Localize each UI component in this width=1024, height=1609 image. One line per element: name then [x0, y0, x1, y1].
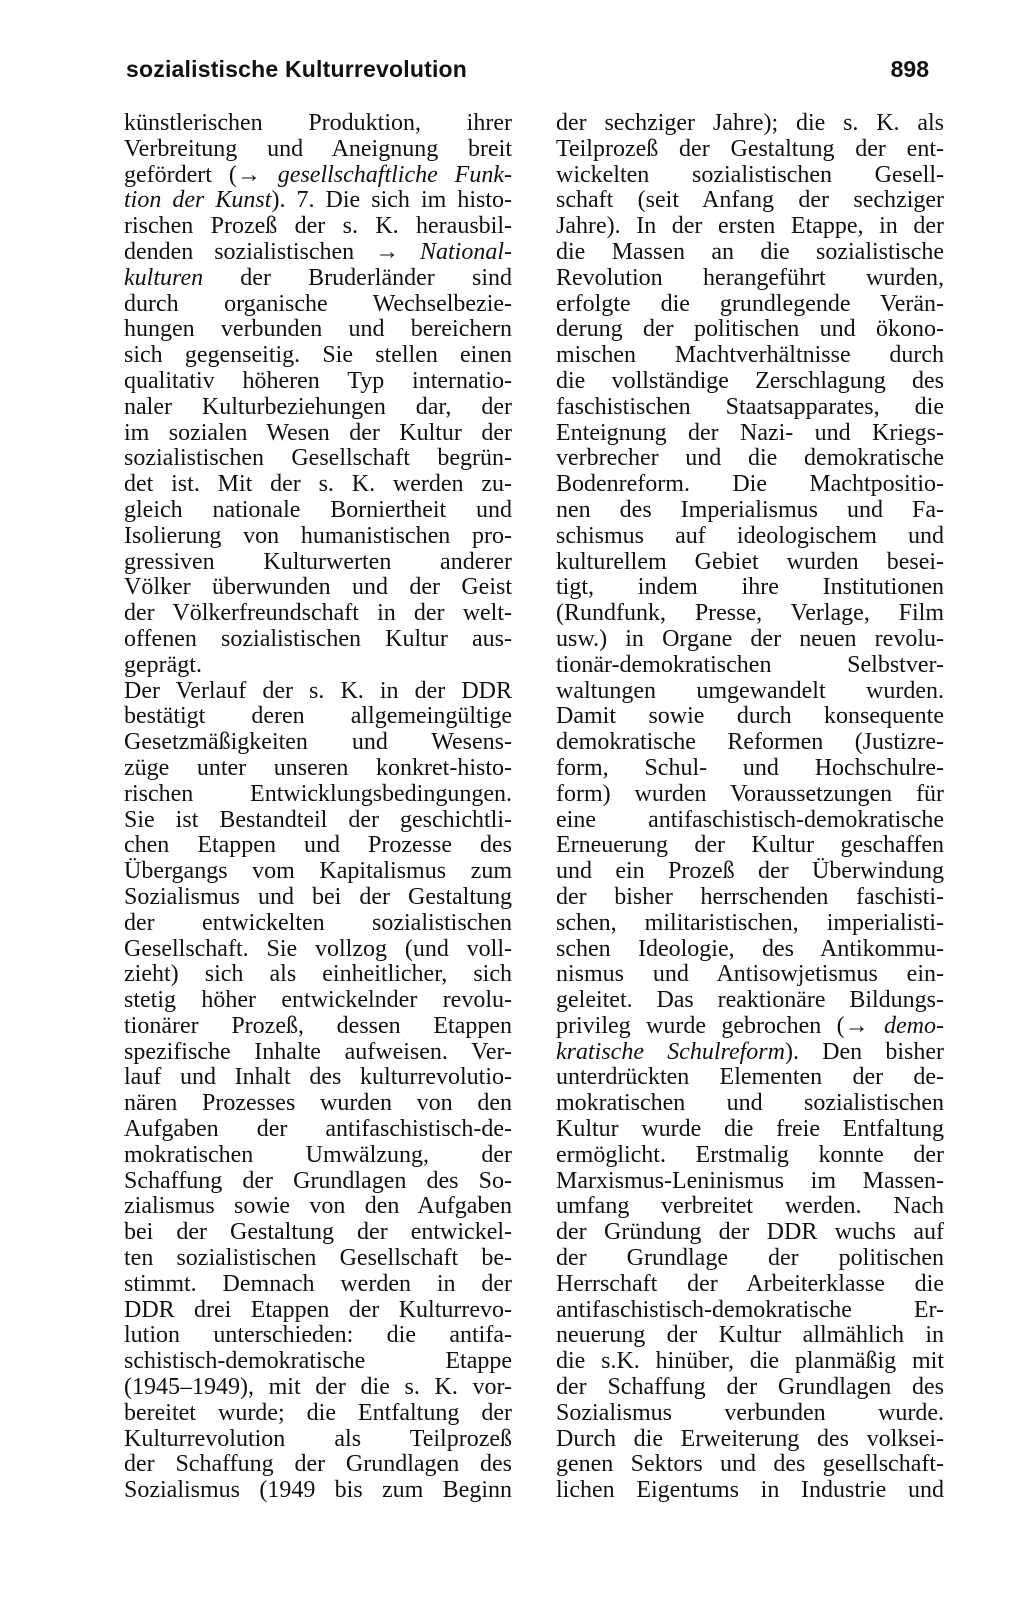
text-line [556, 421, 944, 447]
text-line [124, 188, 512, 214]
text-line [556, 756, 944, 782]
line-text: die vollständige Zerschlagung des [556, 367, 944, 394]
text-line [556, 730, 944, 756]
line-text: Isolierung von humanistischen pro- [124, 522, 512, 549]
text-line [556, 1040, 944, 1066]
line-text: derung der politischen und ökono- [556, 316, 944, 343]
text-line [124, 627, 512, 653]
text-line [124, 214, 512, 240]
line-text: erfolgte die grundlegende Verän- [556, 290, 944, 317]
text-line [556, 317, 944, 343]
cross-reference-link: kulturen [124, 264, 204, 291]
line-text: Kultur wurde die freie Entfaltung [556, 1116, 944, 1143]
line-text: bei der Gestaltung der entwickel- [124, 1219, 512, 1246]
line-text: sich gegenseitig. Sie stellen einen [124, 342, 512, 369]
text-line [556, 962, 944, 988]
cross-reference-link: kratische Schulreform [556, 1038, 785, 1065]
line-text: stimmt. Demnach werden in der [124, 1270, 512, 1297]
line-text: ermöglicht. Erstmalig konnte der [556, 1141, 944, 1168]
text-line [124, 421, 512, 447]
text-line [124, 1014, 512, 1040]
line-text: Teilprozeß der Gestaltung der ent- [556, 135, 944, 162]
text-line [556, 1246, 944, 1272]
text-line [124, 911, 512, 937]
line-text: ten sozialistischen Gesellschaft be- [124, 1245, 512, 1272]
text-line [124, 343, 512, 369]
text-line [124, 446, 512, 472]
text-line [124, 498, 512, 524]
text-line [556, 292, 944, 318]
page-number: 898 [890, 56, 929, 82]
line-text: (Rundfunk, Presse, Verlage, Film [556, 600, 944, 627]
line-text: det ist. Mit der s. K. werden zu- [124, 471, 512, 498]
text-line [556, 885, 944, 911]
line-text: eine antifaschistisch-demokratische [556, 806, 944, 833]
text-line [556, 833, 944, 859]
text-line [556, 1143, 944, 1169]
line-text: qualitativ höheren Typ internatio- [124, 367, 512, 394]
text-line [124, 240, 512, 266]
line-text: stetig höher entwickelnder revolu- [124, 987, 512, 1014]
line-text: umfang verbreitet werden. Nach [556, 1193, 944, 1220]
text-line [124, 1452, 512, 1478]
text-line [556, 498, 944, 524]
line-text: der Gründung der DDR wuchs auf [556, 1219, 944, 1246]
text-line [556, 808, 944, 834]
left-text-column [124, 111, 512, 1504]
text-line [124, 395, 512, 421]
line-text: geprägt. [124, 651, 202, 678]
line-text: privileg wurde gebrochen (→ [556, 1012, 885, 1039]
line-text: bereitet wurde; die Entfaltung der [124, 1399, 512, 1426]
text-line [556, 1220, 944, 1246]
line-text: hungen verbunden und bereichern [124, 316, 512, 343]
line-text: zialismus sowie von den Aufgaben [124, 1193, 512, 1220]
text-line [556, 1349, 944, 1375]
line-text: kulturellem Gebiet wurden besei- [556, 548, 944, 575]
line-text: künstlerischen Produktion, ihrer [124, 110, 512, 136]
line-text: Sozialismus (1949 bis zum Beginn [124, 1477, 512, 1504]
text-line [556, 188, 944, 214]
text-line [556, 653, 944, 679]
line-text: der Grundlage der politischen [556, 1245, 944, 1272]
text-line [124, 937, 512, 963]
text-line [124, 1323, 512, 1349]
text-line [556, 1117, 944, 1143]
right-text-column [556, 111, 944, 1504]
text-line [556, 575, 944, 601]
line-text: zieht) sich als einheitlicher, sich [124, 961, 512, 988]
text-line [124, 292, 512, 318]
line-text: Völker überwunden und der Geist [124, 574, 512, 601]
text-line [124, 1169, 512, 1195]
text-line [556, 137, 944, 163]
line-text: geleitet. Das reaktionäre Bildungs- [556, 987, 944, 1014]
line-text: ). Den bisher [784, 1038, 944, 1065]
text-line [556, 937, 944, 963]
line-text: schaft (seit Anfang der sechziger [556, 187, 944, 214]
text-line [124, 1065, 512, 1091]
text-line [124, 575, 512, 601]
text-line [124, 317, 512, 343]
line-text: Sozialismus und bei der Gestaltung [124, 883, 512, 910]
line-text: schen Ideologie, des Antikommu- [556, 935, 944, 962]
text-line [556, 1014, 944, 1040]
line-text: Enteignung der Nazi- und Kriegs- [556, 419, 944, 446]
text-line [556, 240, 944, 266]
line-text: wickelten sozialistischen Gesell- [556, 161, 944, 188]
text-line [124, 1040, 512, 1066]
text-line [556, 369, 944, 395]
line-text: nen des Imperialismus und Fa- [556, 496, 944, 523]
line-text: Gesellschaft. Sie vollzog (und voll- [124, 935, 512, 962]
text-line [124, 1272, 512, 1298]
line-text: tionärer Prozeß, dessen Etappen [124, 1012, 512, 1039]
line-text: waltungen umgewandelt wurden. [556, 677, 944, 704]
line-text: Kulturrevolution als Teilprozeß [124, 1425, 512, 1452]
text-line [124, 833, 512, 859]
line-text: Aufgaben der antifaschistisch-de- [124, 1116, 512, 1143]
text-line [556, 1478, 944, 1504]
line-text: rischen Entwicklungsbedingungen. [124, 780, 512, 807]
text-line [124, 369, 512, 395]
text-line [556, 524, 944, 550]
text-line [124, 1246, 512, 1272]
text-line [556, 704, 944, 730]
text-line [556, 1169, 944, 1195]
text-line [124, 756, 512, 782]
line-text: Schaffung der Grundlagen des So- [124, 1167, 512, 1194]
text-line [124, 1349, 512, 1375]
line-text: Revolution herangeführt wurden, [556, 264, 944, 291]
line-text: chen Etappen und Prozesse des [124, 832, 512, 859]
text-line [124, 1427, 512, 1453]
text-line [124, 550, 512, 576]
line-text: schen, militaristischen, imperialisti- [556, 909, 944, 936]
text-line [556, 627, 944, 653]
line-text: nären Prozesses wurden von den [124, 1090, 512, 1117]
cross-reference-link: tion der Kunst [124, 187, 272, 214]
text-line [124, 704, 512, 730]
line-text: tigt, indem ihre Institutionen [556, 574, 944, 601]
text-line [124, 808, 512, 834]
line-text: genen Sektors und des gesellschaft- [556, 1451, 944, 1478]
text-line [556, 163, 944, 189]
line-text: der sechziger Jahre); die s. K. als [556, 110, 944, 136]
text-line [124, 1298, 512, 1324]
text-line [124, 885, 512, 911]
text-line [124, 472, 512, 498]
text-line [556, 679, 944, 705]
line-text: unterdrückten Elementen der de- [556, 1064, 944, 1091]
text-line [556, 214, 944, 240]
text-line [124, 1194, 512, 1220]
line-text: Erneuerung der Kultur geschaffen [556, 832, 944, 859]
line-text: durch organische Wechselbezie- [124, 290, 512, 317]
text-line [124, 730, 512, 756]
line-text: Übergangs vom Kapitalismus zum [124, 858, 512, 885]
line-text: die Massen an die sozialistische [556, 238, 944, 265]
text-line [556, 782, 944, 808]
line-text: schistisch-demokratische Etappe [124, 1348, 512, 1375]
line-text: der entwickelten sozialistischen [124, 909, 512, 936]
line-text: Jahre). In der ersten Etappe, in der [556, 213, 944, 240]
line-text: lauf und Inhalt des kulturrevolutio- [124, 1064, 512, 1091]
line-text: usw.) in Organe der neuen revolu- [556, 625, 944, 652]
line-text: DDR drei Etappen der Kulturrevo- [124, 1296, 512, 1323]
line-text: Gesetzmäßigkeiten und Wesens- [124, 729, 512, 756]
line-text: gleich nationale Borniertheit und [124, 496, 512, 523]
text-line [556, 1323, 944, 1349]
line-text: offenen sozialistischen Kultur aus- [124, 625, 512, 652]
text-line [556, 343, 944, 369]
text-line [556, 266, 944, 292]
line-text: lichen Eigentums in Industrie und [556, 1477, 944, 1504]
line-text: lution unterschieden: die antifa- [124, 1322, 512, 1349]
cross-reference-link: demo- [884, 1012, 944, 1039]
text-line [124, 524, 512, 550]
text-line [124, 653, 512, 679]
text-line [556, 1375, 944, 1401]
text-line [556, 1065, 944, 1091]
line-text: schismus auf ideologischem und [556, 522, 944, 549]
line-text: der bisher herrschenden faschisti- [556, 883, 944, 910]
text-line [556, 1298, 944, 1324]
text-line [124, 137, 512, 163]
text-line [124, 1401, 512, 1427]
line-text: sozialistischen Gesellschaft begrün- [124, 445, 512, 472]
text-line [556, 988, 944, 1014]
line-text: nismus und Antisowjetismus ein- [556, 961, 944, 988]
line-text: gressiven Kulturwerten anderer [124, 548, 512, 575]
line-text: rischen Prozeß der s. K. herausbil- [124, 213, 512, 240]
line-text: der Völkerfreundschaft in der welt- [124, 600, 512, 627]
text-line [124, 1478, 512, 1504]
text-line [124, 111, 512, 137]
text-line [124, 988, 512, 1014]
text-line [556, 601, 944, 627]
line-text: form, Schul- und Hochschulre- [556, 754, 944, 781]
line-text: mischen Machtverhältnisse durch [556, 342, 944, 369]
line-text: (1945–1949), mit der die s. K. vor- [124, 1374, 512, 1401]
text-line [124, 1117, 512, 1143]
text-line [556, 1401, 944, 1427]
text-line [124, 163, 512, 189]
line-text: Bodenreform. Die Machtpositio- [556, 471, 944, 498]
line-text: Marxismus-Leninismus im Massen- [556, 1167, 944, 1194]
cross-reference-link: National- [419, 238, 512, 265]
text-line [556, 911, 944, 937]
line-text: der Schaffung der Grundlagen des [556, 1374, 944, 1401]
line-text: Verbreitung und Aneignung breit [124, 135, 512, 162]
line-text: und ein Prozeß der Überwindung [556, 858, 944, 885]
line-text: demokratische Reformen (Justizre- [556, 729, 944, 756]
text-line [556, 550, 944, 576]
line-text: tionär-demokratischen Selbstver- [556, 651, 944, 678]
text-line [124, 679, 512, 705]
text-line [124, 1143, 512, 1169]
line-text: Sozialismus verbunden wurde. [556, 1399, 944, 1426]
line-text: der Bruderländer sind [203, 264, 512, 291]
line-text: Der Verlauf der s. K. in der DDR [124, 677, 512, 704]
line-text: naler Kulturbeziehungen dar, der [124, 393, 512, 420]
line-text: Herrschaft der Arbeiterklasse die [556, 1270, 944, 1297]
line-text: im sozialen Wesen der Kultur der [124, 419, 512, 446]
running-head-title: sozialistische Kulturrevolution [126, 56, 468, 82]
text-line [124, 1220, 512, 1246]
text-line [556, 1091, 944, 1117]
text-line [556, 446, 944, 472]
text-line [124, 859, 512, 885]
line-text: ). 7. Die sich im histo- [271, 187, 513, 214]
text-line [124, 601, 512, 627]
line-text: der Schaffung der Grundlagen des [124, 1451, 512, 1478]
text-line [556, 1272, 944, 1298]
text-line [124, 266, 512, 292]
line-text: gefördert (→ [124, 161, 278, 188]
line-text: Sie ist Bestandteil der geschichtli- [124, 806, 512, 833]
cross-reference-link: gesellschaftliche Funk- [277, 161, 512, 188]
text-line [556, 1427, 944, 1453]
line-text: Durch die Erweiterung des volksei- [556, 1425, 944, 1452]
line-text: mokratischen und sozialistischen [556, 1090, 944, 1117]
line-text: spezifische Inhalte aufweisen. Ver- [124, 1038, 512, 1065]
text-line [556, 395, 944, 421]
line-text: neuerung der Kultur allmählich in [556, 1322, 944, 1349]
line-text: form) wurden Voraussetzungen für [556, 780, 944, 807]
line-text: die s.K. hinüber, die planmäßig mit [556, 1348, 944, 1375]
text-line [556, 1194, 944, 1220]
text-line [124, 1091, 512, 1117]
line-text: verbrecher und die demokratische [556, 445, 944, 472]
line-text: züge unter unseren konkret-histo- [124, 754, 512, 781]
line-text: faschistischen Staatsapparates, die [556, 393, 944, 420]
text-line [556, 111, 944, 137]
line-text: antifaschistisch-demokratische Er- [556, 1296, 944, 1323]
text-line [556, 1452, 944, 1478]
text-line [556, 472, 944, 498]
line-text: mokratischen Umwälzung, der [124, 1141, 512, 1168]
line-text: Damit sowie durch konsequente [556, 703, 944, 730]
text-line [124, 782, 512, 808]
text-line [556, 859, 944, 885]
line-text: denden sozialistischen → [124, 238, 420, 265]
line-text: bestätigt deren allgemeingültige [124, 703, 512, 730]
text-line [124, 962, 512, 988]
text-line [124, 1375, 512, 1401]
